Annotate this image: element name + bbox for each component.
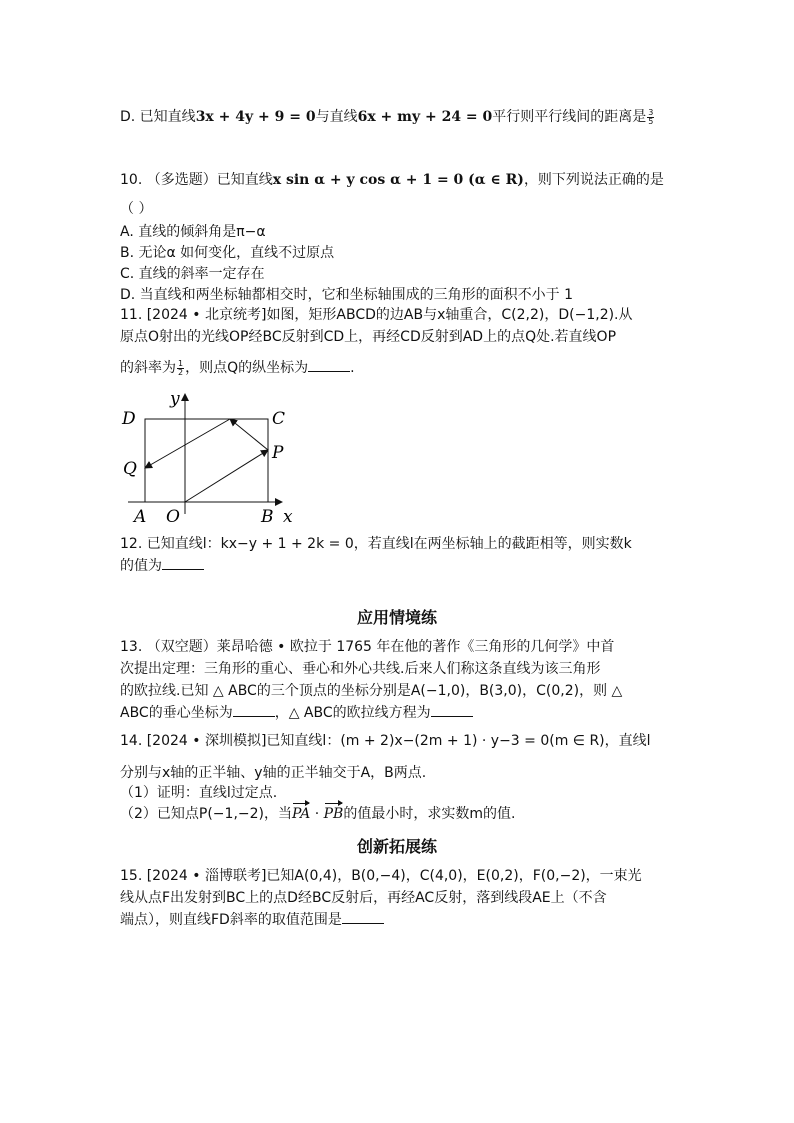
q10-option-c: C. 直线的斜率一定存在	[120, 266, 265, 282]
q11-frac-den: 2	[178, 367, 184, 377]
label-q: Q	[123, 459, 137, 479]
q10-option-a: A. 直线的倾斜角是π−α	[120, 224, 266, 240]
label-d: D	[122, 409, 136, 429]
q10-equation: x sin α + y cos α + 1 = 0 (α ∈ R)	[272, 172, 524, 188]
q11-frac-num: 1	[178, 358, 184, 368]
q15-line1: 15. [2024 • 淄博联考]已知A(0,4)，B(0,−4)，C(4,0)，E(0,2)，F(0,−2)，一束光	[120, 868, 642, 884]
q14-line1: 14. [2024 • 深圳模拟]已知直线l：(m + 2)x−(2m + 1) · y−3 = 0(m ∈ R)，直线l	[120, 733, 651, 749]
ray-p-to-cd	[230, 419, 268, 450]
section-heading-innovation: 创新拓展练	[356, 837, 437, 856]
q14-vector-pb: PB	[323, 806, 344, 822]
q9d-frac-den: 5	[648, 116, 654, 126]
q12-line2	[120, 556, 204, 576]
label-o: O	[166, 507, 180, 527]
q14-sub2-post: 的值最小时，求实数m的值.	[343, 806, 516, 822]
ray-op	[185, 450, 268, 502]
q12-line1: 12. 已知直线l：kx−y + 1 + 2k = 0，若直线l在两坐标轴上的截距相等，则实数k	[120, 536, 632, 552]
q10-option-b: B. 无论α 如何变化，直线不过原点	[120, 245, 335, 261]
q14-dot: ·	[310, 806, 324, 822]
q12-answer-blank[interactable]	[162, 557, 204, 570]
q13-line1: 13. （双空题）莱昂哈德 • 欧拉于 1765 年在他的著作《三角形的几何学》中首	[120, 639, 615, 655]
q14-line2: 分别与x轴的正半轴、y轴的正半轴交于A，B两点.	[120, 765, 427, 781]
q10-type: （多选题）已知直线	[146, 172, 273, 188]
q9d-frac-num: 3	[648, 107, 654, 117]
q10-stem	[120, 170, 664, 190]
q10-tail: ，则下列说法正确的是	[523, 172, 664, 188]
q9d-suffix: 平行则平行线间的距离是	[492, 109, 647, 125]
q11-line2: 原点O射出的光线OP经BC反射到CD上，再经CD反射到AD上的点Q处.若直线OP	[120, 329, 617, 345]
rectangle-abcd	[145, 419, 268, 502]
label-c: C	[272, 409, 286, 429]
q14-sub1: （1）证明：直线l过定点.	[120, 785, 278, 801]
q14-vector-pa: PA	[292, 806, 311, 822]
q9d-prefix: D. 已知直线	[120, 109, 196, 125]
q11-line3-pre: 的斜率为	[120, 360, 176, 376]
q11-fraction	[177, 360, 184, 377]
q13-line3: 的欧拉线.已知 △ ABC的三个顶点的坐标分别是A(−1,0)，B(3,0)，C(0,2)，则 △	[120, 683, 623, 699]
q14-sub2-pre: （2）已知点P(−1,−2)，当	[120, 806, 292, 822]
q14-sub2	[120, 804, 515, 824]
q10-paren: （ ）	[120, 201, 153, 217]
q9-option-d	[120, 107, 655, 127]
ray-cd-to-q	[145, 419, 230, 468]
q12-line2-text: 的值为	[120, 558, 162, 574]
q11-line3	[120, 358, 355, 378]
q11-text1: 如图，矩形ABCD的边AB与x轴重合，C(2,2)，D(−1,2).从	[266, 307, 633, 323]
q9d-eq2: 6x + my + 24 = 0	[357, 109, 493, 125]
q9d-eq1: 3x + 4y + 9 = 0	[195, 109, 316, 125]
label-x: x	[283, 507, 293, 527]
q11-source: 11. [2024 • 北京统考]	[120, 307, 267, 323]
q9d-mid: 与直线	[315, 109, 358, 125]
label-a: A	[134, 507, 147, 527]
q11-line3-post: ，则点Q的纵坐标为	[185, 360, 309, 376]
q15-answer-blank[interactable]	[342, 911, 384, 924]
q10-number: 10.	[120, 172, 143, 188]
label-p: P	[272, 443, 284, 463]
label-y: y	[170, 389, 180, 409]
q11-answer-blank[interactable]	[308, 359, 350, 372]
q11-figure	[120, 388, 310, 528]
q13-line4-pre: ABC的垂心坐标为	[120, 705, 233, 721]
label-b: B	[261, 507, 274, 527]
q15-line2: 线从点F出发射到BC上的点D经BC反射后，再经AC反射，落到线段AE上（不含	[120, 890, 607, 906]
q13-line4-mid: ，△ ABC的欧拉线方程为	[274, 705, 431, 721]
q11-line3-end: .	[350, 360, 355, 376]
q15-line3	[120, 910, 384, 930]
q13-line2: 次提出定理：三角形的重心、垂心和外心共线.后来人们称这条直线为该三角形	[120, 661, 601, 677]
q15-line3-text: 端点），则直线FD斜率的取值范围是	[120, 912, 342, 928]
q13-answer-blank-2[interactable]	[431, 704, 473, 717]
q13-line4	[120, 703, 473, 723]
q13-answer-blank-1[interactable]	[233, 704, 275, 717]
section-heading-application: 应用情境练	[356, 608, 437, 627]
q9d-fraction	[647, 109, 654, 126]
q11-line1	[120, 305, 633, 325]
q10-option-d: D. 当直线和两坐标轴都相交时，它和坐标轴围成的三角形的面积不小于 1	[120, 287, 574, 303]
